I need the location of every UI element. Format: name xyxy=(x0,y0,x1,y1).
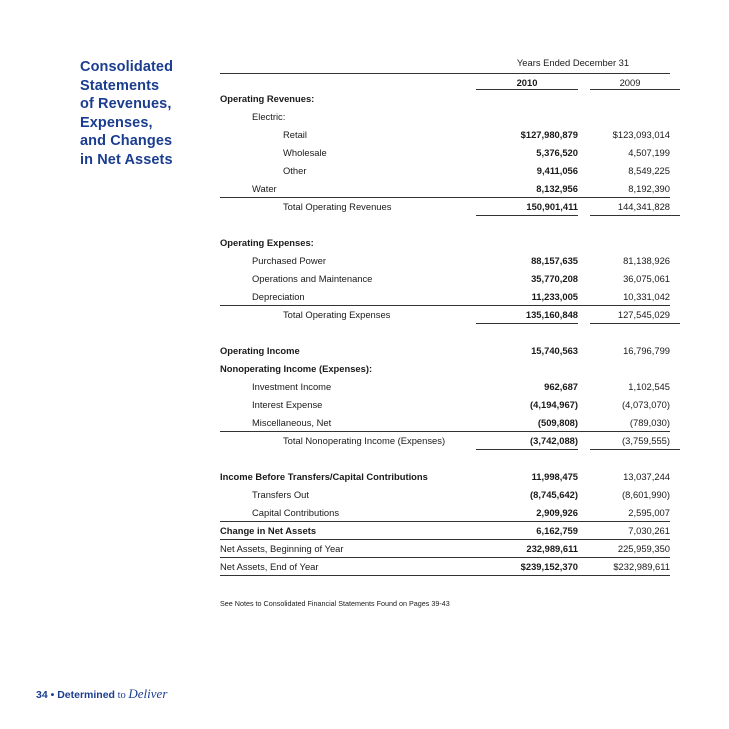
value-2010: 6,162,759 xyxy=(536,525,578,536)
title-line: Expenses, xyxy=(80,114,153,131)
value-2009: 10,331,042 xyxy=(623,291,670,302)
divider xyxy=(590,449,680,450)
value-2009: 2,595,007 xyxy=(628,507,670,518)
table-row xyxy=(220,486,670,504)
value-2010: 5,376,520 xyxy=(536,147,578,158)
row-label: Net Assets, End of Year xyxy=(220,561,319,572)
value-2009: $232,989,611 xyxy=(613,561,670,572)
row-label: Interest Expense xyxy=(252,399,323,410)
table-row xyxy=(220,288,670,306)
row-label: Transfers Out xyxy=(252,489,309,500)
value-2009: 81,138,926 xyxy=(623,255,670,266)
section-operating-expenses xyxy=(220,234,660,252)
value-2009: 16,796,799 xyxy=(623,345,670,356)
value-2010: (8,745,642) xyxy=(530,489,578,500)
value-2009: 127,545,029 xyxy=(617,309,670,320)
row-label: Total Nonoperating Income (Expenses) xyxy=(283,435,446,446)
value-2009: 8,192,390 xyxy=(628,183,670,194)
footer-separator: • xyxy=(47,689,58,701)
value-2010: $127,980,879 xyxy=(520,129,578,140)
value-2010: 35,770,208 xyxy=(531,273,578,284)
section-operating-revenues xyxy=(220,90,660,108)
year-header xyxy=(220,74,660,90)
value-2009: (789,030) xyxy=(629,417,670,428)
table-row xyxy=(220,504,670,522)
row-label: Investment Income xyxy=(252,381,332,392)
row-label: Water xyxy=(252,183,277,194)
divider xyxy=(476,215,578,216)
row-label: Miscellaneous, Net xyxy=(252,417,332,428)
title-line: in Net Assets xyxy=(80,151,173,168)
divider xyxy=(590,323,680,324)
row-label: Income Before Transfers/Capital Contributions xyxy=(220,471,428,482)
value-2009: (8,601,990) xyxy=(622,489,670,500)
table-row xyxy=(220,180,670,198)
row-label: Operating Revenues: xyxy=(220,93,315,104)
divider xyxy=(220,575,670,576)
value-2010: 135,160,848 xyxy=(525,309,578,320)
value-2009: (3,759,555) xyxy=(622,435,670,446)
page-number: 34 xyxy=(36,689,48,701)
period-label: Years Ended December 31 xyxy=(516,57,630,68)
row-label: Operating Income xyxy=(220,345,300,356)
row-label: Purchased Power xyxy=(252,255,326,266)
value-2010: 11,233,005 xyxy=(531,291,578,302)
value-2010: (4,194,967) xyxy=(530,399,578,410)
footnote: See Notes to Consolidated Financial Statements Found on Pages 39-43 xyxy=(220,599,450,608)
page-footer xyxy=(36,686,167,702)
value-2009: 36,075,061 xyxy=(623,273,670,284)
row-label: Change in Net Assets xyxy=(220,525,317,536)
value-2010: $239,152,370 xyxy=(520,561,578,572)
value-2009: 1,102,545 xyxy=(628,381,670,392)
row-label: Capital Contributions xyxy=(252,507,340,518)
value-2010: (509,808) xyxy=(537,417,578,428)
footer-word: Determined xyxy=(57,689,115,701)
value-2010: 150,901,411 xyxy=(526,201,578,212)
value-2009: 225,959,350 xyxy=(617,543,670,554)
value-2009: 8,549,225 xyxy=(628,165,670,176)
footer-word: to xyxy=(114,690,129,701)
row-label: Total Operating Expenses xyxy=(283,309,391,320)
table-row xyxy=(220,396,670,414)
year-2009: 2009 xyxy=(619,77,641,88)
row-label: Other xyxy=(283,165,307,176)
row-label: Operating Expenses: xyxy=(220,237,314,248)
value-2010: 11,998,475 xyxy=(531,471,578,482)
row-label: Net Assets, Beginning of Year xyxy=(220,543,344,554)
section-nonoperating xyxy=(220,360,660,378)
operating-income-row xyxy=(220,342,670,360)
value-2009: $123,093,014 xyxy=(612,129,670,140)
title-line: and Changes xyxy=(80,133,173,149)
table-row xyxy=(220,540,670,558)
value-2010: 88,157,635 xyxy=(531,255,578,266)
title-line: of Revenues, xyxy=(80,96,172,112)
divider xyxy=(476,449,578,450)
table-row xyxy=(220,378,670,396)
divider xyxy=(476,323,578,324)
table-row xyxy=(220,144,670,162)
total-row xyxy=(220,432,670,450)
row-label: Wholesale xyxy=(283,147,327,158)
value-2009: 13,037,244 xyxy=(623,471,670,482)
period-header xyxy=(220,56,660,74)
row-label: Total Operating Revenues xyxy=(283,201,392,212)
row-label: Operations and Maintenance xyxy=(252,273,373,284)
footer-word: Deliver xyxy=(128,686,168,701)
change-row xyxy=(220,522,670,540)
value-2010: 962,687 xyxy=(544,381,578,392)
divider xyxy=(590,215,680,216)
subsection-electric xyxy=(220,108,660,126)
table-row xyxy=(220,252,670,270)
table-row xyxy=(220,126,670,144)
end-row xyxy=(220,558,670,576)
value-2010: 2,909,926 xyxy=(536,507,578,518)
table-row xyxy=(220,414,670,432)
value-2010: 9,411,056 xyxy=(536,165,578,176)
value-2010: 232,989,611 xyxy=(526,543,578,554)
value-2009: 144,341,828 xyxy=(617,201,670,212)
row-label: Depreciation xyxy=(252,291,305,302)
value-2009: 7,030,261 xyxy=(628,525,670,536)
value-2010: (3,742,088) xyxy=(530,435,578,446)
row-label: Electric: xyxy=(252,111,286,122)
year-2010: 2010 xyxy=(516,77,538,88)
table-row xyxy=(220,270,670,288)
financial-statement-table xyxy=(220,56,670,576)
total-row xyxy=(220,306,670,324)
title-line: Statements xyxy=(80,77,160,94)
table-row xyxy=(220,162,670,180)
value-2010: 8,132,956 xyxy=(536,183,578,194)
value-2009: 4,507,199 xyxy=(628,147,670,158)
row-label: Retail xyxy=(283,129,307,140)
total-row xyxy=(220,198,670,216)
statement-title xyxy=(80,58,200,169)
before-transfers-row xyxy=(220,468,670,486)
value-2010: 15,740,563 xyxy=(531,345,578,356)
row-label: Nonoperating Income (Expenses): xyxy=(220,363,373,374)
value-2009: (4,073,070) xyxy=(622,399,670,410)
title-line: Consolidated xyxy=(80,59,174,75)
